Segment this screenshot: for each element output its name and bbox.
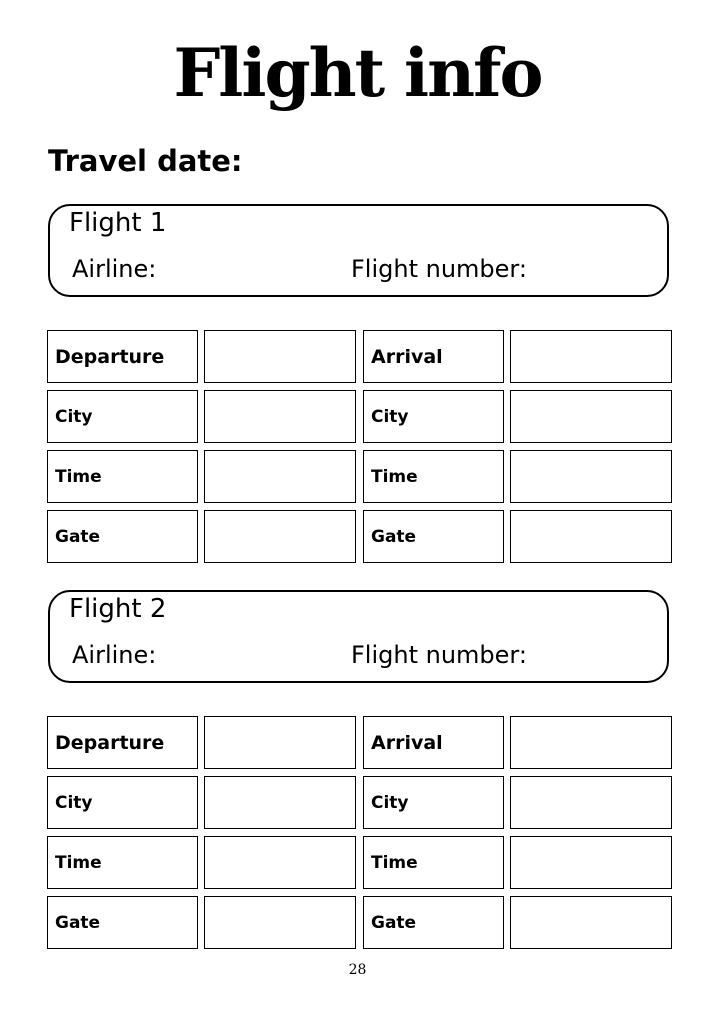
flight-1-arrival-city-label	[363, 390, 504, 443]
flight-2-departure-city-field[interactable]	[204, 776, 356, 829]
city-label-text: City	[371, 406, 409, 427]
flight-2-departure-value[interactable]	[204, 716, 356, 769]
flight-1-arrival-time-label	[363, 450, 504, 503]
arrival-header-text: Arrival	[371, 345, 443, 368]
flight-1-arrival-header	[363, 330, 504, 383]
flight-2-departure-header	[47, 716, 198, 769]
flight-1-departure-city-field[interactable]	[204, 390, 356, 443]
city-label-text: City	[371, 792, 409, 813]
gate-label-text: Gate	[371, 526, 417, 547]
departure-header-text: Departure	[55, 731, 165, 754]
flight-1-arrival-gate-label	[363, 510, 504, 563]
flight-2-arrival-header	[363, 716, 504, 769]
page-number: 28	[348, 962, 367, 978]
flight-2-arrival-city-label	[363, 776, 504, 829]
flight-2-departure-time-field[interactable]	[204, 836, 356, 889]
flight-1-departure-gate-field[interactable]	[204, 510, 356, 563]
time-label-text: Time	[55, 466, 102, 487]
page-title: Flight info	[173, 34, 542, 112]
flight-1-departure-time-label	[47, 450, 198, 503]
flight-1-departure-time-field[interactable]	[204, 450, 356, 503]
flight-1-arrival-value[interactable]	[510, 330, 672, 383]
flight-1-title: Flight 1	[69, 208, 167, 238]
flight-2-departure-city-label	[47, 776, 198, 829]
arrival-header-text: Arrival	[371, 731, 443, 754]
flight-1-departure-value[interactable]	[204, 330, 356, 383]
flight-2-arrival-gate-field[interactable]	[510, 896, 672, 949]
flight-2-arrival-time-field[interactable]	[510, 836, 672, 889]
flight-2-departure-time-label	[47, 836, 198, 889]
travel-date-label: Travel date:	[48, 144, 243, 178]
flight-1-departure-header	[47, 330, 198, 383]
flight-2-arrival-time-label	[363, 836, 504, 889]
gate-label-text: Gate	[371, 912, 417, 933]
flight-1-number-label[interactable]: Flight number:	[351, 255, 527, 283]
flight-2-arrival-city-field[interactable]	[510, 776, 672, 829]
flight-1-arrival-city-field[interactable]	[510, 390, 672, 443]
flight-2-box	[48, 590, 669, 683]
flight-1-airline-label[interactable]: Airline:	[72, 255, 157, 283]
flight-2-departure-gate-label	[47, 896, 198, 949]
flight-1-box	[48, 204, 669, 297]
time-label-text: Time	[371, 466, 418, 487]
city-label-text: City	[55, 792, 93, 813]
flight-2-arrival-gate-label	[363, 896, 504, 949]
flight-1-arrival-gate-field[interactable]	[510, 510, 672, 563]
departure-header-text: Departure	[55, 345, 165, 368]
time-label-text: Time	[55, 852, 102, 873]
flight-2-number-label[interactable]: Flight number:	[351, 641, 527, 669]
gate-label-text: Gate	[55, 912, 101, 933]
flight-2-departure-gate-field[interactable]	[204, 896, 356, 949]
time-label-text: Time	[371, 852, 418, 873]
flight-2-airline-label[interactable]: Airline:	[72, 641, 157, 669]
flight-1-departure-city-label	[47, 390, 198, 443]
city-label-text: City	[55, 406, 93, 427]
flight-2-arrival-value[interactable]	[510, 716, 672, 769]
flight-1-departure-gate-label	[47, 510, 198, 563]
flight-1-arrival-time-field[interactable]	[510, 450, 672, 503]
flight-2-title: Flight 2	[69, 594, 167, 624]
gate-label-text: Gate	[55, 526, 101, 547]
